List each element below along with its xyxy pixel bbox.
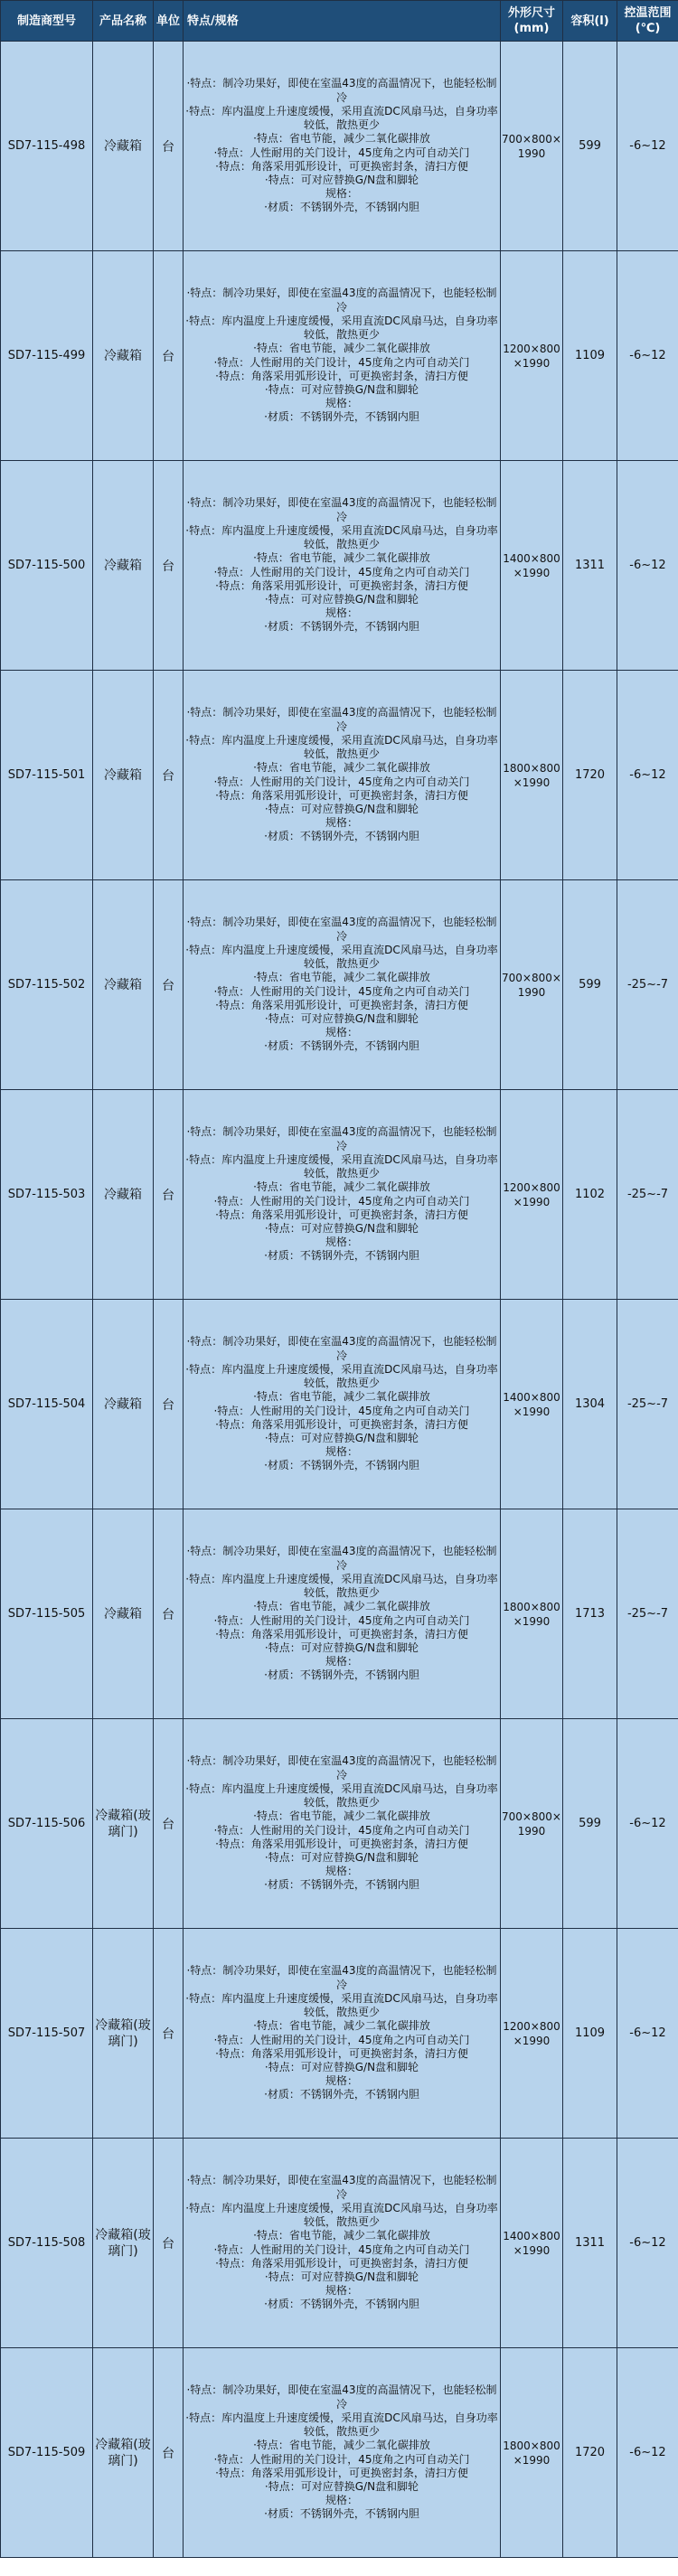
volume-cell: 1713: [563, 1509, 617, 1719]
feature-line: ·特点：角落采用弧形设计，可更换密封条，清扫方便: [215, 369, 468, 382]
dimensions-cell: 1200×800×1990: [501, 251, 563, 461]
feature-line: ·材质：不锈钢外壳，不锈钢内胆: [264, 2088, 419, 2101]
header-model: 制造商型号: [1, 1, 93, 42]
feature-line: ·材质：不锈钢外壳，不锈钢内胆: [264, 410, 419, 424]
product-name-cell: 冷藏箱: [93, 1509, 154, 1719]
feature-line: ·特点：人性耐用的关门设计，45度角之内可自动关门: [213, 355, 470, 369]
product-name-cell: 冷藏箱: [93, 1090, 154, 1300]
model-cell: SD7-115-506: [1, 1719, 93, 1929]
features-cell: [184, 2139, 501, 2348]
feature-line: ·材质：不锈钢外壳，不锈钢内胆: [264, 1878, 419, 1892]
dimensions-cell: 1400×800×1990: [501, 2139, 563, 2348]
dimensions-cell: 1200×800×1990: [501, 1090, 563, 1300]
feature-line: ·特点：可对应替换G/N盘和脚轮: [264, 2270, 419, 2283]
table-row: [1, 461, 678, 671]
table-row: [1, 2139, 678, 2348]
feature-line: ·特点：省电节能，减少二氧化碳排放: [253, 2229, 430, 2242]
feature-line: ·特点：省电节能，减少二氧化碳排放: [253, 1600, 430, 1613]
feature-line: ·特点：省电节能，减少二氧化碳排放: [253, 761, 430, 775]
model-cell: SD7-115-508: [1, 2139, 93, 2348]
feature-line: ·材质：不锈钢外壳，不锈钢内胆: [264, 201, 419, 214]
feature-line: ·特点：人性耐用的关门设计，45度角之内可自动关门: [213, 775, 470, 788]
header-volume: 容积(l): [563, 1, 617, 42]
feature-line: ·特点：角落采用弧形设计，可更换密封条，清扫方便: [215, 1837, 468, 1850]
model-cell: SD7-115-500: [1, 461, 93, 671]
feature-line: ·特点：人性耐用的关门设计，45度角之内可自动关门: [213, 2033, 470, 2046]
feature-line: ·特点：人性耐用的关门设计，45度角之内可自动关门: [213, 1194, 470, 1208]
feature-line: ·特点：制冷功果好，即使在室温43度的高温情况下，也能轻松制冷: [186, 916, 497, 943]
feature-line: 规格：: [325, 2284, 358, 2298]
feature-line: ·特点：可对应替换G/N盘和脚轮: [264, 1641, 419, 1654]
feature-line: ·特点：制冷功果好，即使在室温43度的高温情况下，也能轻松制冷: [186, 2383, 497, 2411]
unit-cell: 台: [154, 42, 184, 251]
header-dims: 外形尺寸(mm): [501, 1, 563, 42]
dimensions-cell: 1800×800×1990: [501, 1509, 563, 1719]
feature-line: ·特点：库内温度上升速度缓慢，采用直流DC风扇马达，自身功率较低，散热更少: [185, 1572, 498, 1600]
feature-line: ·特点：角落采用弧形设计，可更换密封条，清扫方便: [215, 1627, 468, 1641]
feature-line: ·特点：库内温度上升速度缓慢，采用直流DC风扇马达，自身功率较低，散热更少: [185, 1782, 498, 1810]
feature-line: ·特点：可对应替换G/N盘和脚轮: [264, 1221, 419, 1235]
feature-line: ·特点：人性耐用的关门设计，45度角之内可自动关门: [213, 2242, 470, 2256]
feature-line: ·特点：制冷功果好，即使在室温43度的高温情况下，也能轻松制冷: [186, 1545, 497, 1572]
feature-line: ·特点：角落采用弧形设计，可更换密封条，清扫方便: [215, 1208, 468, 1221]
volume-cell: 1311: [563, 2139, 617, 2348]
header-temp: 控温范围(℃): [617, 1, 678, 42]
feature-line: ·特点：角落采用弧形设计，可更换密封条，清扫方便: [215, 578, 468, 592]
feature-line: 规格：: [325, 816, 358, 830]
feature-line: ·特点：角落采用弧形设计，可更换密封条，清扫方便: [215, 2046, 468, 2060]
volume-cell: 1109: [563, 1929, 617, 2139]
feature-line: ·特点：人性耐用的关门设计，45度角之内可自动关门: [213, 1823, 470, 1837]
feature-line: ·特点：角落采用弧形设计，可更换密封条，清扫方便: [215, 998, 468, 1011]
volume-cell: 599: [563, 880, 617, 1090]
feature-line: ·特点：省电节能，减少二氧化碳排放: [253, 1390, 430, 1404]
temp-range-cell: -6~12: [617, 2348, 678, 2558]
feature-line: ·材质：不锈钢外壳，不锈钢内胆: [264, 830, 419, 843]
feature-line: 规格：: [325, 187, 358, 201]
temp-range-cell: -25~-7: [617, 880, 678, 1090]
feature-line: ·特点：制冷功果好，即使在室温43度的高温情况下，也能轻松制冷: [186, 2174, 497, 2201]
model-cell: SD7-115-501: [1, 671, 93, 880]
feature-line: ·材质：不锈钢外壳，不锈钢内胆: [264, 620, 419, 634]
table-row: [1, 251, 678, 461]
features-cell: [184, 1509, 501, 1719]
feature-line: ·特点：省电节能，减少二氧化碳排放: [253, 132, 430, 146]
table-header: [1, 1, 678, 42]
feature-line: ·特点：库内温度上升速度缓慢，采用直流DC风扇马达，自身功率较低，散热更少: [185, 314, 498, 342]
product-name-cell: 冷藏箱(玻璃门): [93, 1719, 154, 1929]
header-row: [1, 1, 678, 42]
features-cell: [184, 1300, 501, 1509]
product-name-cell: 冷藏箱: [93, 671, 154, 880]
feature-line: ·特点：制冷功果好，即使在室温43度的高温情况下，也能轻松制冷: [186, 1335, 497, 1362]
model-cell: SD7-115-507: [1, 1929, 93, 2139]
feature-line: ·特点：可对应替换G/N盘和脚轮: [264, 173, 419, 186]
header-features: 特点/规格: [184, 1, 501, 42]
product-name-cell: 冷藏箱: [93, 1300, 154, 1509]
table-row: [1, 2348, 678, 2558]
model-cell: SD7-115-504: [1, 1300, 93, 1509]
features-cell: [184, 251, 501, 461]
feature-line: 规格：: [325, 2494, 358, 2507]
volume-cell: 1720: [563, 2348, 617, 2558]
feature-line: ·材质：不锈钢外壳，不锈钢内胆: [264, 1249, 419, 1263]
feature-line: ·特点：省电节能，减少二氧化碳排放: [253, 342, 430, 355]
temp-range-cell: -6~12: [617, 671, 678, 880]
feature-line: 规格：: [325, 2074, 358, 2088]
table-row: [1, 1509, 678, 1719]
feature-line: ·特点：制冷功果好，即使在室温43度的高温情况下，也能轻松制冷: [186, 287, 497, 314]
table-row: [1, 1090, 678, 1300]
dimensions-cell: 1800×800×1990: [501, 2348, 563, 2558]
feature-line: ·特点：人性耐用的关门设计，45度角之内可自动关门: [213, 984, 470, 998]
volume-cell: 599: [563, 42, 617, 251]
table-row: [1, 42, 678, 251]
feature-line: 规格：: [325, 397, 358, 410]
feature-line: ·特点：制冷功果好，即使在室温43度的高温情况下，也能轻松制冷: [186, 1964, 497, 1991]
feature-line: ·特点：制冷功果好，即使在室温43度的高温情况下，也能轻松制冷: [186, 496, 497, 523]
features-cell: [184, 1929, 501, 2139]
model-cell: SD7-115-503: [1, 1090, 93, 1300]
table-row: [1, 880, 678, 1090]
table-row: [1, 1300, 678, 1509]
table-row: [1, 671, 678, 880]
model-cell: SD7-115-505: [1, 1509, 93, 1719]
feature-line: ·特点：库内温度上升速度缓慢，采用直流DC风扇马达，自身功率较低，散热更少: [185, 733, 498, 761]
feature-line: 规格：: [325, 1655, 358, 1669]
header-unit: 单位: [154, 1, 184, 42]
model-cell: SD7-115-499: [1, 251, 93, 461]
unit-cell: 台: [154, 1719, 184, 1929]
model-cell: SD7-115-498: [1, 42, 93, 251]
model-cell: SD7-115-502: [1, 880, 93, 1090]
features-cell: [184, 1090, 501, 1300]
feature-line: ·特点：省电节能，减少二氧化碳排放: [253, 2019, 430, 2033]
feature-line: ·特点：人性耐用的关门设计，45度角之内可自动关门: [213, 1404, 470, 1417]
temp-range-cell: -25~-7: [617, 1300, 678, 1509]
temp-range-cell: -25~-7: [617, 1509, 678, 1719]
feature-line: ·材质：不锈钢外壳，不锈钢内胆: [264, 2507, 419, 2521]
temp-range-cell: -25~-7: [617, 1090, 678, 1300]
dimensions-cell: 1200×800×1990: [501, 1929, 563, 2139]
table-row: [1, 1719, 678, 1929]
feature-line: 规格：: [325, 1026, 358, 1039]
volume-cell: 1102: [563, 1090, 617, 1300]
unit-cell: 台: [154, 1090, 184, 1300]
product-name-cell: 冷藏箱: [93, 461, 154, 671]
volume-cell: 1109: [563, 251, 617, 461]
product-name-cell: 冷藏箱: [93, 42, 154, 251]
feature-line: ·特点：库内温度上升速度缓慢，采用直流DC风扇马达，自身功率较低，散热更少: [185, 2411, 498, 2439]
product-name-cell: 冷藏箱(玻璃门): [93, 2139, 154, 2348]
feature-line: ·特点：角落采用弧形设计，可更换密封条，清扫方便: [215, 159, 468, 173]
features-cell: [184, 461, 501, 671]
feature-line: ·特点：省电节能，减少二氧化碳排放: [253, 551, 430, 565]
table-body: [1, 42, 678, 2558]
temp-range-cell: -6~12: [617, 2139, 678, 2348]
feature-line: ·材质：不锈钢外壳，不锈钢内胆: [264, 1039, 419, 1053]
feature-line: ·特点：可对应替换G/N盘和脚轮: [264, 2479, 419, 2493]
features-cell: [184, 1719, 501, 1929]
feature-line: ·特点：制冷功果好，即使在室温43度的高温情况下，也能轻松制冷: [186, 706, 497, 733]
feature-line: ·特点：可对应替换G/N盘和脚轮: [264, 1011, 419, 1025]
feature-line: ·材质：不锈钢外壳，不锈钢内胆: [264, 2298, 419, 2311]
dimensions-cell: 700×800×1990: [501, 1719, 563, 1929]
feature-line: ·特点：人性耐用的关门设计，45度角之内可自动关门: [213, 565, 470, 578]
dimensions-cell: 1400×800×1990: [501, 1300, 563, 1509]
feature-line: ·特点：库内温度上升速度缓慢，采用直流DC风扇马达，自身功率较低，散热更少: [185, 943, 498, 971]
unit-cell: 台: [154, 1929, 184, 2139]
feature-line: 规格：: [325, 606, 358, 620]
feature-line: ·特点：可对应替换G/N盘和脚轮: [264, 2060, 419, 2073]
temp-range-cell: -6~12: [617, 1929, 678, 2139]
feature-line: ·特点：角落采用弧形设计，可更换密封条，清扫方便: [215, 2466, 468, 2479]
dimensions-cell: 700×800×1990: [501, 42, 563, 251]
volume-cell: 1304: [563, 1300, 617, 1509]
features-cell: [184, 42, 501, 251]
dimensions-cell: 1800×800×1990: [501, 671, 563, 880]
unit-cell: 台: [154, 1300, 184, 1509]
feature-line: ·特点：人性耐用的关门设计，45度角之内可自动关门: [213, 1613, 470, 1627]
feature-line: ·特点：可对应替换G/N盘和脚轮: [264, 1431, 419, 1444]
feature-line: ·特点：制冷功果好，即使在室温43度的高温情况下，也能轻松制冷: [186, 1754, 497, 1782]
feature-line: ·特点：可对应替换G/N盘和脚轮: [264, 1850, 419, 1864]
features-cell: [184, 2348, 501, 2558]
dimensions-cell: 1400×800×1990: [501, 461, 563, 671]
unit-cell: 台: [154, 671, 184, 880]
header-name: 产品名称: [93, 1, 154, 42]
product-name-cell: 冷藏箱: [93, 880, 154, 1090]
temp-range-cell: -6~12: [617, 461, 678, 671]
product-name-cell: 冷藏箱: [93, 251, 154, 461]
unit-cell: 台: [154, 880, 184, 1090]
unit-cell: 台: [154, 461, 184, 671]
feature-line: ·特点：人性耐用的关门设计，45度角之内可自动关门: [213, 146, 470, 159]
feature-line: 规格：: [325, 1236, 358, 1249]
feature-line: ·特点：人性耐用的关门设计，45度角之内可自动关门: [213, 2452, 470, 2466]
feature-line: ·特点：库内温度上升速度缓慢，采用直流DC风扇马达，自身功率较低，散热更少: [185, 1152, 498, 1180]
feature-line: ·材质：不锈钢外壳，不锈钢内胆: [264, 1459, 419, 1472]
volume-cell: 1311: [563, 461, 617, 671]
temp-range-cell: -6~12: [617, 251, 678, 461]
feature-line: ·特点：角落采用弧形设计，可更换密封条，清扫方便: [215, 2256, 468, 2270]
feature-line: ·特点：可对应替换G/N盘和脚轮: [264, 382, 419, 396]
feature-line: 规格：: [325, 1445, 358, 1459]
feature-line: ·特点：省电节能，减少二氧化碳排放: [253, 2439, 430, 2452]
unit-cell: 台: [154, 251, 184, 461]
table-row: [1, 1929, 678, 2139]
volume-cell: 599: [563, 1719, 617, 1929]
unit-cell: 台: [154, 2348, 184, 2558]
feature-line: 规格：: [325, 1865, 358, 1878]
feature-line: ·特点：省电节能，减少二氧化碳排放: [253, 971, 430, 984]
feature-line: ·特点：制冷功果好，即使在室温43度的高温情况下，也能轻松制冷: [186, 77, 497, 104]
feature-line: ·特点：可对应替换G/N盘和脚轮: [264, 592, 419, 606]
product-name-cell: 冷藏箱(玻璃门): [93, 2348, 154, 2558]
temp-range-cell: -6~12: [617, 42, 678, 251]
feature-line: ·特点：可对应替换G/N盘和脚轮: [264, 802, 419, 815]
dimensions-cell: 700×800×1990: [501, 880, 563, 1090]
unit-cell: 台: [154, 1509, 184, 1719]
feature-line: ·特点：角落采用弧形设计，可更换密封条，清扫方便: [215, 788, 468, 802]
product-name-cell: 冷藏箱(玻璃门): [93, 1929, 154, 2139]
feature-line: ·特点：省电节能，减少二氧化碳排放: [253, 1180, 430, 1194]
unit-cell: 台: [154, 2139, 184, 2348]
features-cell: [184, 880, 501, 1090]
feature-line: ·特点：省电节能，减少二氧化碳排放: [253, 1810, 430, 1823]
feature-line: ·特点：制冷功果好，即使在室温43度的高温情况下，也能轻松制冷: [186, 1125, 497, 1152]
volume-cell: 1720: [563, 671, 617, 880]
feature-line: ·特点：角落采用弧形设计，可更换密封条，清扫方便: [215, 1417, 468, 1431]
feature-line: ·特点：库内温度上升速度缓慢，采用直流DC风扇马达，自身功率较低，散热更少: [185, 1991, 498, 2019]
feature-line: ·特点：库内温度上升速度缓慢，采用直流DC风扇马达，自身功率较低，散热更少: [185, 2201, 498, 2229]
temp-range-cell: -6~12: [617, 1719, 678, 1929]
model-cell: SD7-115-509: [1, 2348, 93, 2558]
features-cell: [184, 671, 501, 880]
feature-line: ·特点：库内温度上升速度缓慢，采用直流DC风扇马达，自身功率较低，散热更少: [185, 1362, 498, 1390]
feature-line: ·材质：不锈钢外壳，不锈钢内胆: [264, 1669, 419, 1682]
feature-line: ·特点：库内温度上升速度缓慢，采用直流DC风扇马达，自身功率较低，散热更少: [185, 523, 498, 551]
feature-line: ·特点：库内温度上升速度缓慢，采用直流DC风扇马达，自身功率较低，散热更少: [185, 104, 498, 132]
